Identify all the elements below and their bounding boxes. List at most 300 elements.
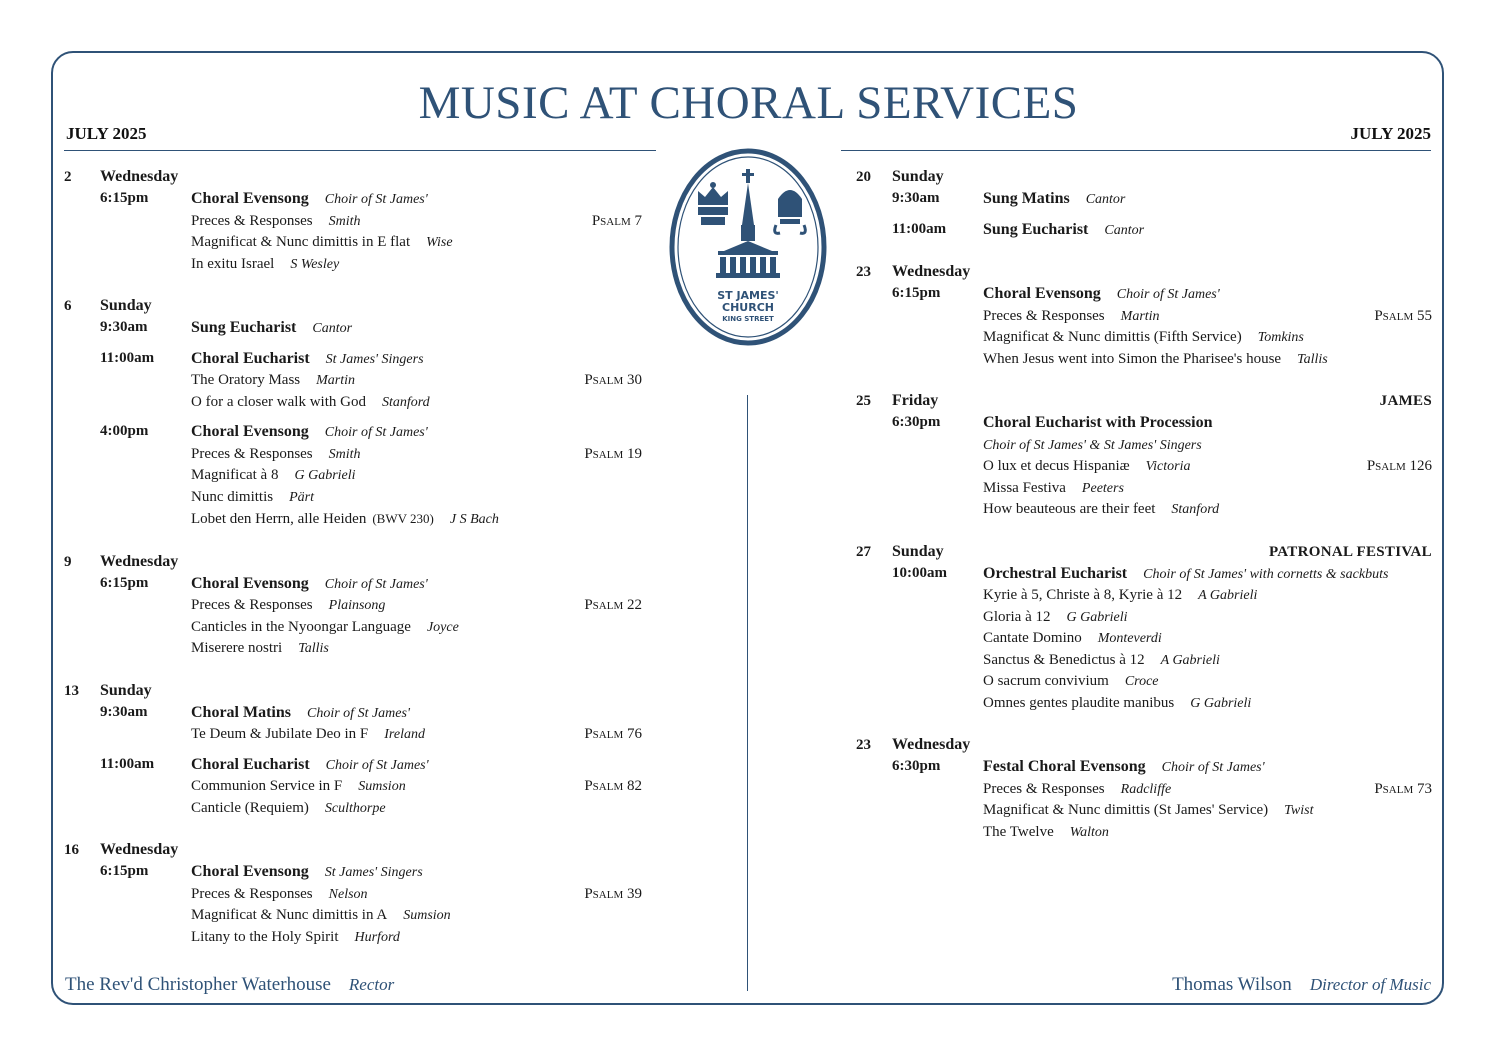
music-composer: Walton bbox=[1069, 824, 1109, 840]
music-composer: Stanford bbox=[1171, 502, 1220, 517]
music-composer: Stanford bbox=[381, 394, 430, 410]
service-title-line bbox=[191, 702, 642, 725]
music-composer: Pärt bbox=[289, 489, 314, 505]
music-title: Missa Festiva bbox=[983, 479, 1066, 496]
service-time: 6:15pm bbox=[100, 574, 149, 591]
music-item bbox=[983, 628, 1432, 650]
music-item-text-wrap bbox=[191, 254, 642, 276]
day-number: 23 bbox=[856, 737, 871, 753]
music-item bbox=[983, 327, 1432, 349]
service-time: 9:30am bbox=[892, 190, 940, 206]
service-performers: Cantor bbox=[1085, 192, 1126, 207]
day-name: Wednesday bbox=[892, 736, 971, 753]
day-number: 13 bbox=[64, 682, 79, 699]
day-number: 9 bbox=[64, 553, 72, 570]
music-composer: Ireland bbox=[384, 727, 425, 742]
music-item-text-wrap bbox=[983, 650, 1432, 672]
music-title: Preces & Responses bbox=[191, 445, 313, 462]
service-performers: Choir of St James' bbox=[1161, 760, 1265, 775]
music-item bbox=[983, 585, 1432, 607]
music-composer: Victoria bbox=[1145, 459, 1191, 474]
music-item bbox=[983, 800, 1432, 822]
schedule-left-column bbox=[64, 166, 642, 968]
service-body bbox=[191, 861, 642, 948]
music-composer: Plainsong bbox=[328, 598, 386, 613]
footer-rector bbox=[65, 974, 394, 996]
music-item bbox=[983, 435, 1432, 457]
music-composer: Sculthorpe bbox=[324, 800, 386, 816]
music-title: The Twelve bbox=[983, 823, 1054, 840]
service-title-wrap bbox=[983, 188, 1432, 211]
music-composer: Nelson bbox=[328, 886, 368, 902]
music-title: Te Deum & Jubilate Deo in F bbox=[191, 726, 369, 742]
service-row bbox=[856, 283, 1432, 370]
service-title-wrap bbox=[191, 421, 642, 444]
music-item-text-wrap bbox=[191, 465, 642, 487]
service-row bbox=[856, 563, 1432, 715]
music-item-text-wrap bbox=[983, 499, 1432, 521]
music-item-text-wrap bbox=[983, 349, 1432, 371]
service-row bbox=[64, 861, 642, 948]
music-item bbox=[191, 211, 642, 233]
music-title: Miserere nostri bbox=[191, 640, 283, 656]
music-title: Preces & Responses bbox=[191, 597, 313, 613]
service-name: Sung Eucharist bbox=[191, 319, 297, 336]
music-composer: Hurford bbox=[354, 929, 400, 945]
music-item bbox=[983, 456, 1432, 478]
director-role: Director of Music bbox=[1309, 975, 1431, 994]
day-number: 6 bbox=[64, 298, 72, 314]
service-body bbox=[983, 219, 1432, 242]
music-title: Magnificat & Nunc dimittis in A bbox=[191, 907, 388, 923]
psalm-number: Psalm 55 bbox=[1374, 307, 1432, 324]
service-time: 9:30am bbox=[100, 319, 148, 335]
service-name: Festal Choral Evensong bbox=[983, 758, 1146, 775]
service-row bbox=[64, 421, 642, 531]
music-item bbox=[191, 776, 642, 798]
music-title: The Oratory Mass bbox=[191, 372, 301, 388]
service-row bbox=[856, 219, 1432, 242]
service-name: Sung Matins bbox=[983, 190, 1070, 207]
service-time: 6:15pm bbox=[892, 285, 941, 301]
music-item bbox=[191, 370, 642, 392]
day-header bbox=[856, 166, 1432, 188]
service-body bbox=[191, 702, 642, 746]
music-composer: G Gabrieli bbox=[294, 468, 356, 483]
service-performers: Choir of St James' bbox=[324, 425, 428, 440]
service-title-line bbox=[191, 317, 642, 340]
service-body bbox=[191, 573, 642, 660]
day-block bbox=[64, 839, 642, 948]
feast-label: JAMES bbox=[1379, 393, 1432, 409]
service-body bbox=[191, 421, 642, 531]
music-composer: Smith bbox=[328, 213, 361, 229]
psalm-number: Psalm 76 bbox=[584, 726, 642, 742]
service-name: Choral Matins bbox=[191, 703, 291, 721]
service-row bbox=[64, 573, 642, 660]
service-body bbox=[983, 756, 1432, 843]
music-item bbox=[983, 671, 1432, 693]
service-title-line bbox=[191, 188, 642, 211]
music-title: Litany to the Holy Spirit bbox=[191, 928, 339, 945]
music-item bbox=[191, 444, 642, 466]
music-item-text-wrap bbox=[191, 211, 592, 233]
service-time: 11:00am bbox=[892, 220, 947, 237]
music-composer: Tomkins bbox=[1257, 330, 1304, 345]
service-name: Sung Eucharist bbox=[983, 220, 1089, 238]
month-label-right: JULY 2025 bbox=[1350, 124, 1431, 143]
music-composer: Sumsion bbox=[358, 779, 406, 794]
day-name: Sunday bbox=[892, 168, 944, 185]
service-body bbox=[191, 754, 642, 820]
music-composer: A Gabrieli bbox=[1198, 588, 1258, 603]
music-item bbox=[191, 905, 642, 927]
service-row bbox=[64, 188, 642, 275]
month-label-left: JULY 2025 bbox=[66, 124, 147, 143]
service-time: 11:00am bbox=[100, 755, 155, 772]
music-composer: Martin bbox=[316, 373, 356, 388]
music-item-text-wrap bbox=[191, 724, 584, 746]
service-performers: Choir of St James' bbox=[324, 576, 428, 592]
day-header bbox=[856, 734, 1432, 756]
service-performers: St James' Singers bbox=[325, 351, 424, 367]
header-rule-right bbox=[841, 150, 1431, 151]
music-item bbox=[191, 392, 642, 414]
day-number: 25 bbox=[856, 393, 871, 409]
logo-text-line2: CHURCH bbox=[722, 301, 774, 314]
music-composer: Wise bbox=[426, 235, 453, 250]
service-time: 6:30pm bbox=[892, 414, 941, 430]
service-title-line bbox=[983, 412, 1432, 435]
service-performers: Choir of St James' with cornetts & sackbuts bbox=[1143, 566, 1389, 582]
music-composer: Twist bbox=[1284, 803, 1314, 818]
logo-text-line3: KING STREET bbox=[722, 315, 774, 323]
music-item-text-wrap bbox=[191, 444, 584, 466]
music-item bbox=[983, 306, 1432, 328]
music-title: Kyrie à 5, Christe à 8, Kyrie à 12 bbox=[983, 587, 1183, 603]
music-composer: Peeters bbox=[1081, 480, 1124, 496]
service-name: Choral Evensong bbox=[191, 190, 309, 207]
day-name: Sunday bbox=[892, 542, 944, 560]
footer-director bbox=[1172, 974, 1431, 996]
music-item bbox=[983, 650, 1432, 672]
music-item bbox=[983, 499, 1432, 521]
service-title-wrap bbox=[983, 756, 1432, 779]
music-title: In exitu Israel bbox=[191, 255, 275, 272]
day-name: Friday bbox=[892, 392, 939, 409]
music-item-text-wrap bbox=[983, 327, 1432, 349]
day-header bbox=[64, 839, 642, 861]
service-title-wrap bbox=[191, 348, 642, 371]
day-name: Wednesday bbox=[100, 841, 179, 858]
music-title: Preces & Responses bbox=[191, 212, 313, 229]
music-title: When Jesus went into Simon the Pharisee's house bbox=[983, 350, 1282, 367]
day-number: 27 bbox=[856, 543, 871, 560]
service-row bbox=[856, 756, 1432, 843]
church-logo bbox=[668, 147, 828, 347]
service-name: Choral Evensong bbox=[191, 574, 309, 592]
music-title: Canticle (Requiem) bbox=[191, 799, 309, 816]
service-performers: Cantor bbox=[312, 321, 353, 336]
music-item bbox=[191, 724, 642, 746]
service-title-line bbox=[191, 421, 642, 444]
music-item bbox=[191, 638, 642, 660]
service-title-line bbox=[191, 348, 642, 371]
music-composer: Croce bbox=[1124, 674, 1159, 689]
service-name: Orchestral Eucharist bbox=[983, 564, 1128, 582]
music-title: Preces & Responses bbox=[983, 307, 1105, 324]
feast-label: PATRONAL FESTIVAL bbox=[1268, 543, 1432, 560]
music-composer: Smith bbox=[328, 446, 361, 462]
music-item-text-wrap bbox=[191, 884, 584, 906]
music-title: Cantate Domino bbox=[983, 630, 1082, 646]
day-header bbox=[64, 551, 642, 573]
service-body bbox=[191, 188, 642, 275]
music-title: Preces & Responses bbox=[191, 885, 313, 902]
music-item-text-wrap bbox=[191, 508, 642, 531]
music-item bbox=[191, 884, 642, 906]
music-composer: G Gabrieli bbox=[1066, 609, 1128, 625]
day-number: 23 bbox=[856, 264, 871, 280]
day-number: 2 bbox=[64, 169, 72, 185]
service-time: 4:00pm bbox=[100, 423, 149, 439]
service-name: Choral Eucharist with Procession bbox=[983, 414, 1213, 431]
music-item-text-wrap bbox=[983, 306, 1374, 328]
service-title-wrap bbox=[191, 573, 642, 596]
music-item bbox=[191, 487, 642, 509]
music-title: Nunc dimittis bbox=[191, 488, 274, 505]
music-title: Magnificat & Nunc dimittis (Fifth Service) bbox=[983, 329, 1242, 345]
music-item-text-wrap bbox=[191, 392, 642, 414]
music-title: Magnificat & Nunc dimittis in E flat bbox=[191, 234, 411, 250]
day-block bbox=[64, 166, 642, 275]
day-name: Sunday bbox=[100, 297, 152, 314]
music-composer: Joyce bbox=[426, 619, 459, 635]
music-composer: Tallis bbox=[298, 641, 329, 656]
music-item-text-wrap bbox=[983, 585, 1432, 607]
music-title: How beauteous are their feet bbox=[983, 501, 1156, 517]
service-performers: Choir of St James' bbox=[1116, 287, 1220, 302]
service-time: 6:15pm bbox=[100, 190, 149, 206]
day-header bbox=[856, 541, 1432, 563]
service-row bbox=[64, 754, 642, 820]
service-title-line bbox=[983, 219, 1432, 242]
music-title: Lobet den Herrn, alle Heiden bbox=[191, 511, 367, 527]
service-title-wrap bbox=[191, 702, 642, 725]
service-time: 10:00am bbox=[892, 564, 947, 581]
music-item-text-wrap bbox=[983, 607, 1432, 629]
music-title: Canticles in the Nyoongar Language bbox=[191, 618, 411, 635]
psalm-number: Psalm 19 bbox=[584, 445, 642, 462]
service-time: 11:00am bbox=[100, 349, 155, 366]
director-name: Thomas Wilson bbox=[1172, 974, 1292, 995]
service-title-wrap bbox=[191, 754, 642, 777]
catalogue-number: (BWV 230) bbox=[372, 511, 434, 526]
music-item-text-wrap bbox=[983, 478, 1432, 500]
music-title: Preces & Responses bbox=[983, 780, 1105, 797]
service-name: Choral Evensong bbox=[191, 423, 309, 440]
service-performers: Choir of St James' bbox=[325, 757, 429, 773]
service-performers: Choir of St James' bbox=[324, 192, 428, 207]
service-body bbox=[983, 563, 1432, 715]
column-divider bbox=[747, 395, 748, 991]
day-block bbox=[856, 541, 1432, 715]
service-row bbox=[856, 188, 1432, 211]
music-item-text-wrap bbox=[983, 671, 1432, 693]
music-item-text-wrap bbox=[983, 693, 1432, 715]
psalm-number: Psalm 39 bbox=[584, 885, 642, 902]
music-item bbox=[191, 232, 642, 254]
music-composer: Tallis bbox=[1297, 351, 1328, 367]
service-name: Choral Eucharist bbox=[191, 755, 310, 773]
music-composer: Monteverdi bbox=[1097, 631, 1162, 646]
day-block bbox=[856, 390, 1432, 521]
rector-role: Rector bbox=[348, 975, 395, 994]
music-item bbox=[983, 822, 1432, 844]
music-item bbox=[983, 478, 1432, 500]
psalm-number: Psalm 22 bbox=[584, 597, 642, 613]
header-rule-left bbox=[64, 150, 656, 151]
music-item bbox=[191, 798, 642, 820]
music-composer: A Gabrieli bbox=[1160, 652, 1220, 668]
music-title: Magnificat à 8 bbox=[191, 467, 279, 483]
service-body bbox=[983, 283, 1432, 370]
service-body bbox=[191, 348, 642, 414]
music-item-text-wrap bbox=[191, 905, 642, 927]
service-body bbox=[191, 317, 642, 340]
music-title: O sacrum convivium bbox=[983, 673, 1109, 689]
day-block bbox=[64, 295, 642, 531]
music-title: Sanctus & Benedictus à 12 bbox=[983, 651, 1145, 668]
music-item bbox=[191, 254, 642, 276]
service-title-wrap bbox=[983, 412, 1432, 435]
service-name: Choral Evensong bbox=[191, 863, 309, 880]
rector-name: The Rev'd Christopher Waterhouse bbox=[65, 974, 331, 995]
music-item-text-wrap bbox=[983, 628, 1432, 650]
service-title-wrap bbox=[191, 861, 642, 884]
psalm-number: Psalm 82 bbox=[584, 778, 642, 794]
music-item bbox=[191, 595, 642, 617]
day-header bbox=[64, 166, 642, 188]
day-header bbox=[856, 390, 1432, 412]
service-title-wrap bbox=[983, 283, 1432, 306]
service-title-wrap bbox=[191, 317, 642, 340]
day-block bbox=[856, 261, 1432, 370]
music-item-text-wrap bbox=[191, 370, 584, 392]
music-item bbox=[191, 508, 642, 531]
service-title-wrap bbox=[983, 563, 1432, 586]
psalm-number: Psalm 30 bbox=[584, 372, 642, 388]
music-item-text-wrap bbox=[191, 595, 584, 617]
music-item-text-wrap bbox=[983, 456, 1367, 478]
music-item-text-wrap bbox=[191, 638, 642, 660]
service-body bbox=[983, 412, 1432, 521]
music-composer: G Gabrieli bbox=[1190, 695, 1252, 711]
service-name: Choral Evensong bbox=[983, 285, 1101, 302]
service-title-line bbox=[983, 756, 1432, 779]
music-item bbox=[191, 927, 642, 949]
music-item-text-wrap bbox=[191, 232, 642, 254]
service-time: 6:30pm bbox=[892, 758, 941, 774]
music-item bbox=[983, 607, 1432, 629]
music-title: Communion Service in F bbox=[191, 778, 343, 794]
psalm-number: Psalm 7 bbox=[591, 212, 642, 229]
day-block bbox=[64, 551, 642, 660]
music-item-text-wrap bbox=[191, 487, 642, 509]
schedule-right-column bbox=[856, 166, 1432, 863]
service-name: Choral Eucharist bbox=[191, 349, 310, 367]
day-name: Sunday bbox=[100, 681, 152, 699]
day-name: Wednesday bbox=[100, 552, 179, 570]
day-number: 16 bbox=[64, 842, 79, 858]
music-title: O lux et decus Hispaniæ bbox=[983, 458, 1130, 474]
day-header bbox=[64, 295, 642, 317]
music-item-text-wrap bbox=[191, 927, 642, 949]
music-item-text-wrap bbox=[983, 435, 1432, 457]
logo-text-line1: ST JAMES' bbox=[717, 289, 779, 302]
page-title: MUSIC AT CHORAL SERVICES bbox=[418, 77, 1079, 129]
service-title-wrap bbox=[983, 219, 1432, 242]
service-title-line bbox=[191, 573, 642, 596]
music-composer: S Wesley bbox=[290, 256, 340, 272]
service-performers: Cantor bbox=[1104, 222, 1145, 238]
music-title: Gloria à 12 bbox=[983, 608, 1051, 625]
music-title: O for a closer walk with God bbox=[191, 393, 366, 410]
music-composer: J S Bach bbox=[449, 512, 499, 527]
service-row bbox=[856, 412, 1432, 521]
service-title-line bbox=[191, 754, 642, 777]
music-title: Magnificat & Nunc dimittis (St James' Service) bbox=[983, 802, 1269, 818]
day-header bbox=[64, 680, 642, 702]
day-header bbox=[856, 261, 1432, 283]
music-composer: Choir of St James' & St James' Singers bbox=[983, 437, 1202, 453]
day-block bbox=[64, 680, 642, 820]
day-block bbox=[856, 734, 1432, 843]
music-item bbox=[983, 693, 1432, 715]
music-item bbox=[983, 779, 1432, 801]
service-row bbox=[64, 702, 642, 746]
day-name: Wednesday bbox=[100, 168, 179, 185]
service-row bbox=[64, 317, 642, 340]
music-item-text-wrap bbox=[191, 776, 584, 798]
service-title-line bbox=[983, 563, 1432, 586]
day-block bbox=[856, 166, 1432, 241]
service-time: 9:30am bbox=[100, 703, 148, 720]
music-composer: Sumsion bbox=[403, 908, 451, 923]
psalm-number: Psalm 73 bbox=[1374, 780, 1432, 797]
music-title: Omnes gentes plaudite manibus bbox=[983, 694, 1175, 711]
psalm-number: Psalm 126 bbox=[1366, 458, 1432, 474]
day-name: Wednesday bbox=[892, 263, 971, 280]
music-item bbox=[191, 465, 642, 487]
music-item-text-wrap bbox=[983, 800, 1432, 822]
service-body bbox=[983, 188, 1432, 211]
music-composer: Martin bbox=[1120, 308, 1160, 324]
music-item-text-wrap bbox=[983, 822, 1432, 844]
service-title-line bbox=[983, 188, 1432, 211]
music-composer: Radcliffe bbox=[1120, 781, 1172, 797]
music-item-text-wrap bbox=[983, 779, 1374, 801]
service-performers: St James' Singers bbox=[324, 865, 423, 880]
service-title-wrap bbox=[191, 188, 642, 211]
music-item bbox=[983, 349, 1432, 371]
day-number: 20 bbox=[856, 169, 871, 185]
music-item-text-wrap bbox=[191, 798, 642, 820]
service-row bbox=[64, 348, 642, 414]
music-item bbox=[191, 617, 642, 639]
service-title-line bbox=[983, 283, 1432, 306]
service-performers: Choir of St James' bbox=[307, 705, 410, 721]
